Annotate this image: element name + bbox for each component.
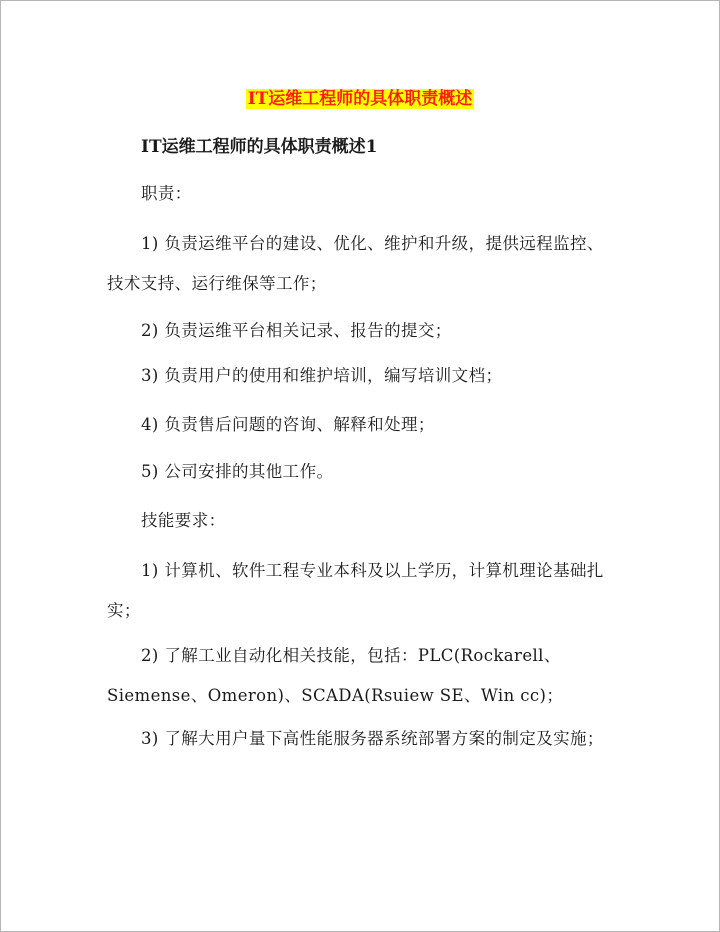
- paragraph-skill-2: 2) 了解工业自动化相关技能，包括：PLC(Rockarell、Siemense、Omeron)、SCADA(Rsuiew SE、Win cc)；: [107, 646, 564, 705]
- document-title-text: IT运维工程师的具体职责概述: [247, 89, 473, 109]
- paragraph-duty-1: 1) 负责运维平台的建设、优化、维护和升级，提供远程监控、技术支持、运行维保等工作；: [107, 234, 604, 293]
- paragraph-duties-label: 职责：: [141, 184, 192, 203]
- section-heading: IT运维工程师的具体职责概述1: [141, 137, 378, 157]
- paragraph-duty-3: 3) 负责用户的使用和维护培训，编写培训文档；: [141, 366, 503, 385]
- document-title: [1, 87, 719, 111]
- paragraph-duty-2: 2) 负责运维平台相关记录、报告的提交；: [141, 321, 452, 340]
- paragraph-duty-4: 4) 负责售后问题的咨询、解释和处理；: [141, 415, 435, 434]
- paragraph-duty-5: 5) 公司安排的其他工作。: [141, 462, 334, 481]
- paragraph-skills-label: 技能要求：: [141, 511, 226, 530]
- paragraph-skill-3: 3) 了解大用户量下高性能服务器系统部署方案的制定及实施；: [141, 729, 604, 748]
- paragraph-skill-1: 1) 计算机、软件工程专业本科及以上学历，计算机理论基础扎实；: [107, 561, 604, 620]
